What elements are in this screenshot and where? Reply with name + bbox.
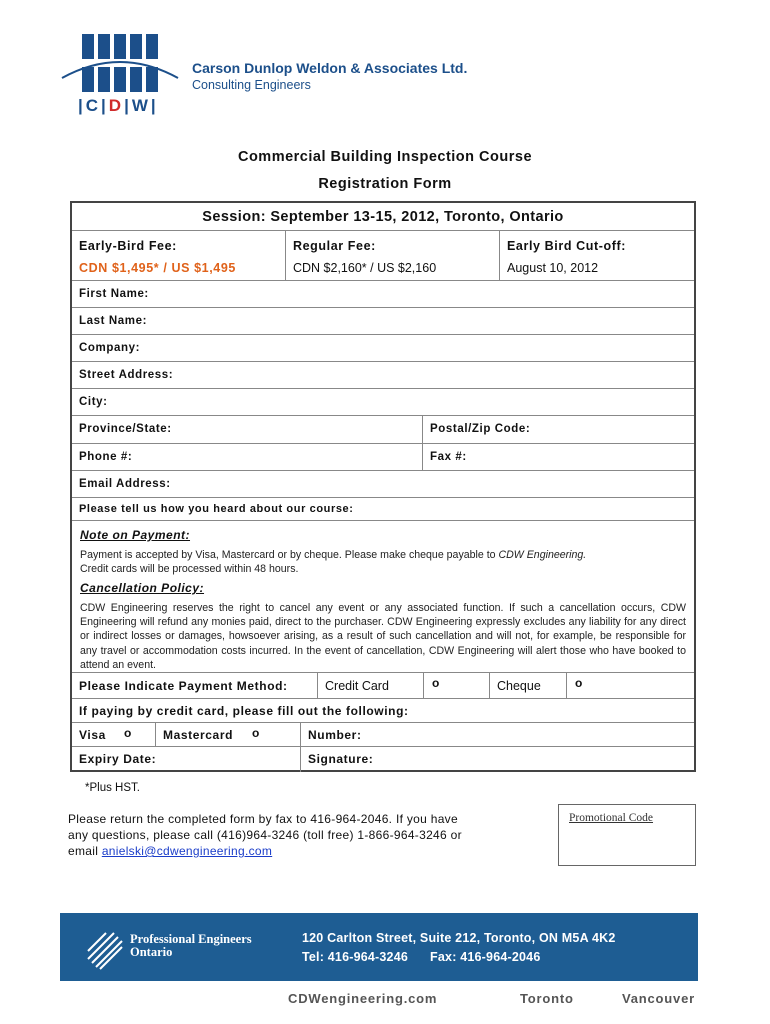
payment-note-heading: Note on Payment:: [80, 528, 191, 542]
regular-fee-value: CDN $2,160* / US $2,160: [293, 261, 437, 275]
company-field[interactable]: [72, 335, 694, 362]
company-subtitle: Consulting Engineers: [192, 78, 311, 92]
cutoff-label: Early Bird Cut-off:: [507, 239, 627, 253]
card-number-field[interactable]: [300, 723, 694, 746]
promotional-code-box[interactable]: [558, 804, 696, 866]
footer-address: 120 Carlton Street, Suite 212, Toronto, ON M5A 4K2: [302, 931, 616, 945]
signature-label: Signature:: [308, 752, 374, 766]
footer-contact: Tel: 416-964-3246 Fax: 416-964-2046: [302, 950, 541, 964]
early-bird-fee-value: CDN $1,495* / US $1,495: [79, 261, 236, 275]
session-text: Session: September 13-15, 2012, Toronto, Ontario: [202, 209, 564, 225]
policy-section: [72, 521, 694, 673]
phone-fax-row: [72, 444, 694, 471]
company-label: Company:: [79, 342, 141, 354]
card-number-label: Number:: [308, 728, 362, 742]
province-label: Province/State:: [79, 423, 172, 435]
heard-about-label: Please tell us how you heard about our course:: [79, 503, 354, 515]
postal-field[interactable]: [422, 416, 694, 443]
regular-fee-label: Regular Fee:: [293, 239, 376, 253]
phone-field[interactable]: [72, 444, 422, 470]
payment-method-row: [72, 673, 694, 699]
city-toronto: Toronto: [520, 991, 574, 1006]
credit-card-checkbox[interactable]: [423, 673, 489, 698]
checkbox-icon: o: [252, 726, 260, 740]
province-postal-row: [72, 416, 694, 444]
checkbox-icon: o: [432, 676, 440, 690]
cheque-option-label: Cheque: [497, 679, 541, 693]
expiry-label: Expiry Date:: [79, 752, 157, 766]
payment-note-text: Payment is accepted by Visa, Mastercard or by cheque. Please make cheque payable to CDW Engineering. Credit cards will be processed within 48 hours.: [80, 549, 587, 576]
checkbox-icon: o: [124, 726, 132, 740]
credit-card-option-label: Credit Card: [325, 679, 389, 693]
cheque-checkbox[interactable]: [566, 673, 694, 698]
first-name-field[interactable]: [72, 281, 694, 308]
website-link[interactable]: CDWengineering.com: [288, 991, 438, 1006]
city-label: City:: [79, 396, 108, 408]
expiry-signature-row: [72, 747, 694, 772]
promotional-code-label: Promotional Code: [569, 812, 654, 824]
first-name-label: First Name:: [79, 288, 149, 300]
email-field[interactable]: [72, 471, 694, 498]
return-instructions: Please return the completed form by fax to 416-964-2046. If you have any questions, please call (416)964-3246 (toll free) 1-866-964-3246 or email anielski@cdwengineering.com: [68, 812, 462, 858]
visa-checkbox[interactable]: [72, 723, 155, 746]
province-field[interactable]: [72, 416, 422, 443]
signature-field[interactable]: [300, 747, 694, 772]
city-field[interactable]: [72, 389, 694, 416]
early-bird-fee-label: Early-Bird Fee:: [79, 239, 177, 253]
credit-card-heading-row: [72, 699, 694, 723]
fax-field[interactable]: [422, 444, 694, 470]
logo-wordmark: |C|D|W|: [78, 96, 159, 115]
street-address-label: Street Address:: [79, 369, 174, 381]
course-title: Commercial Building Inspection Course: [237, 149, 533, 165]
peo-logo-icon: [84, 919, 126, 975]
company-name: Carson Dunlop Weldon & Associates Ltd.: [192, 60, 468, 76]
email-label: Email Address:: [79, 478, 171, 490]
mastercard-label: Mastercard: [163, 728, 234, 742]
postal-label: Postal/Zip Code:: [430, 423, 531, 435]
session-row: [72, 203, 694, 231]
footer-banner: [60, 913, 698, 981]
phone-label: Phone #:: [79, 451, 133, 463]
street-address-field[interactable]: [72, 362, 694, 389]
plus-hst-note: *Plus HST.: [85, 782, 140, 794]
form-title: Registration Form: [318, 176, 452, 192]
checkbox-icon: o: [575, 676, 583, 690]
cutoff-value: August 10, 2012: [507, 261, 599, 275]
card-type-row: [72, 723, 694, 747]
mastercard-checkbox[interactable]: [155, 723, 300, 746]
city-vancouver: Vancouver: [622, 991, 695, 1006]
registration-form: [70, 201, 696, 772]
heard-about-field[interactable]: [72, 498, 694, 521]
fee-row: [72, 231, 694, 281]
last-name-label: Last Name:: [79, 315, 147, 327]
peo-name: Professional Engineers Ontario: [130, 932, 252, 959]
last-name-field[interactable]: [72, 308, 694, 335]
cancellation-text: CDW Engineering reserves the right to cancel any event or any associated function. If such a cancellation occurs, CDW Engineering will refund any monies paid, direct to the purchaser. CDW Engineering expressly excludes any liability for any direct or indirect losses or damages, howsoever arising, as a result of such cancellation and will not, for example, be responsible for any travel or accommodation costs incurred. In the event of cancellation, CDW Engineering will alert those who have booked to attend an event.: [80, 602, 686, 671]
cancellation-heading: Cancellation Policy:: [80, 581, 205, 595]
expiry-field[interactable]: [72, 747, 300, 772]
email-link[interactable]: anielski@cdwengineering.com: [101, 844, 273, 858]
payment-method-label: Please Indicate Payment Method:: [79, 679, 288, 693]
visa-label: Visa: [79, 728, 106, 742]
credit-card-heading: If paying by credit card, please fill out the following:: [79, 704, 409, 718]
fax-label: Fax #:: [430, 451, 467, 463]
